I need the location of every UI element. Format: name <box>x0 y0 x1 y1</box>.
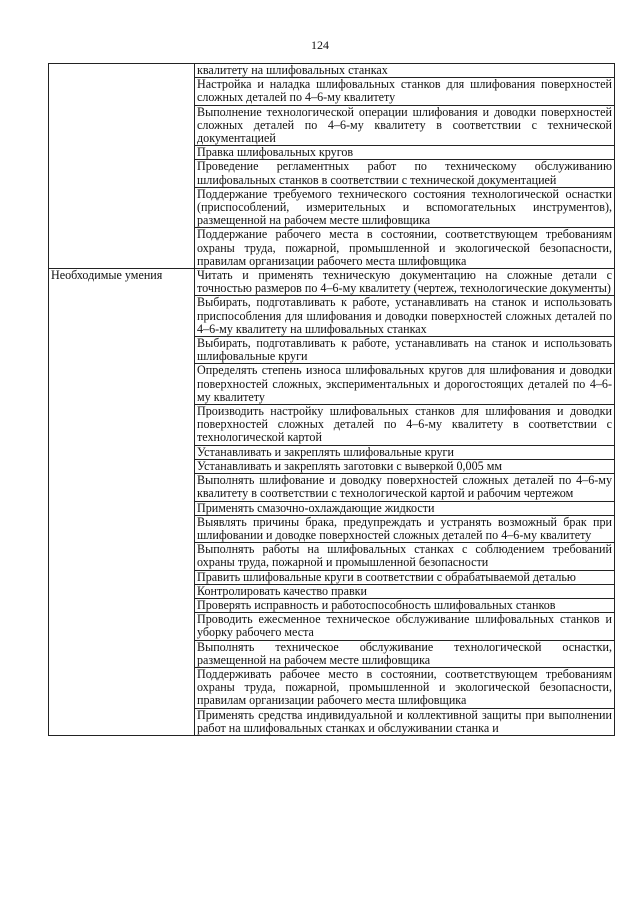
skill-item: Контролировать качество правки <box>195 584 615 598</box>
skill-item: Производить настройку шлифовальных станков для шлифования и доводки поверхностей сложных деталей по 4–6-му квалитету в соответствии с технологической картой <box>195 405 615 446</box>
knowledge-label-cell <box>49 64 195 269</box>
page-number: 124 <box>311 38 329 52</box>
skill-item: Устанавливать и закреплять шлифовальные круги <box>195 445 615 459</box>
skill-item: Устанавливать и закреплять заготовки с выверкой 0,005 мм <box>195 459 615 473</box>
knowledge-item: Выполнение технологической операции шлифования и доводки поверхностей сложных деталей по 4–6-му квалитету в соответствии с технической документацией <box>195 105 615 146</box>
skill-item: Определять степень износа шлифовальных кругов для шлифования и доводки поверхностей сложных, экспериментальных и дорогостоящих деталей по 4–6-му квалитету <box>195 364 615 405</box>
requirements-table <box>48 63 615 736</box>
skill-item: Читать и применять техническую документацию на сложные детали с точностью размеров по 4–6-му квалитету (чертеж, технологические документы) <box>195 269 615 296</box>
knowledge-item: квалитету на шлифовальных станках <box>195 64 615 78</box>
skill-item: Выполнять шлифование и доводку поверхностей сложных деталей по 4–6-му квалитету в соответствии с технологической картой и рабочим чертежом <box>195 474 615 501</box>
skill-item: Выполнять работы на шлифовальных станках с соблюдением требований охраны труда, пожарной и промышленной безопасности <box>195 543 615 570</box>
skill-item: Выбирать, подготавливать к работе, устанавливать на станок и использовать приспособления для шлифования и доводки поверхностей сложных деталей по 4–6-му квалитету на шлифовальных станках <box>195 296 615 337</box>
knowledge-item: Поддержание рабочего места в состоянии, соответствующем требованиям охраны труда, пожарной, промышленной и экологической безопасности, правилам организации рабочего места шлифовщика <box>195 228 615 269</box>
table-row <box>49 269 615 296</box>
skill-item: Выполнять техническое обслуживание технологической оснастки, размещенной на рабочем месте шлифовщика <box>195 640 615 667</box>
skill-item: Проводить ежесменное техническое обслуживание шлифовальных станков и уборку рабочего места <box>195 613 615 640</box>
knowledge-item: Поддержание требуемого технического состояния технологической оснастки (приспособлений, измерительных и вспомогательных инструментов), размещенной на рабочем месте шлифовщика <box>195 187 615 228</box>
skill-item: Применять средства индивидуальной и коллективной защиты при выполнении работ на шлифовальных станках и обслуживании станка и <box>195 708 615 735</box>
knowledge-item: Правка шлифовальных кругов <box>195 146 615 160</box>
skill-item: Выявлять причины брака, предупреждать и устранять возможный брак при шлифовании и доводке поверхностей сложных деталей по 4–6-му квалитету <box>195 515 615 542</box>
knowledge-item: Настройка и наладка шлифовальных станков для шлифования поверхностей сложных деталей по 4–6-му квалитету <box>195 78 615 105</box>
skill-item: Применять смазочно-охлаждающие жидкости <box>195 501 615 515</box>
table-row <box>49 64 615 78</box>
knowledge-item: Проведение регламентных работ по техническому обслуживанию шлифовальных станков в соответствии с технической документацией <box>195 160 615 187</box>
skill-item: Править шлифовальные круги в соответствии с обрабатываемой деталью <box>195 570 615 584</box>
skill-item: Выбирать, подготавливать к работе, устанавливать на станок и использовать шлифовальные круги <box>195 337 615 364</box>
skill-item: Поддерживать рабочее место в состоянии, соответствующем требованиям охраны труда, пожарной, промышленной и экологической безопасности, правилам организации рабочего места шлифовщика <box>195 667 615 708</box>
skills-label: Необходимые умения <box>49 269 195 736</box>
skill-item: Проверять исправность и работоспособность шлифовальных станков <box>195 598 615 612</box>
